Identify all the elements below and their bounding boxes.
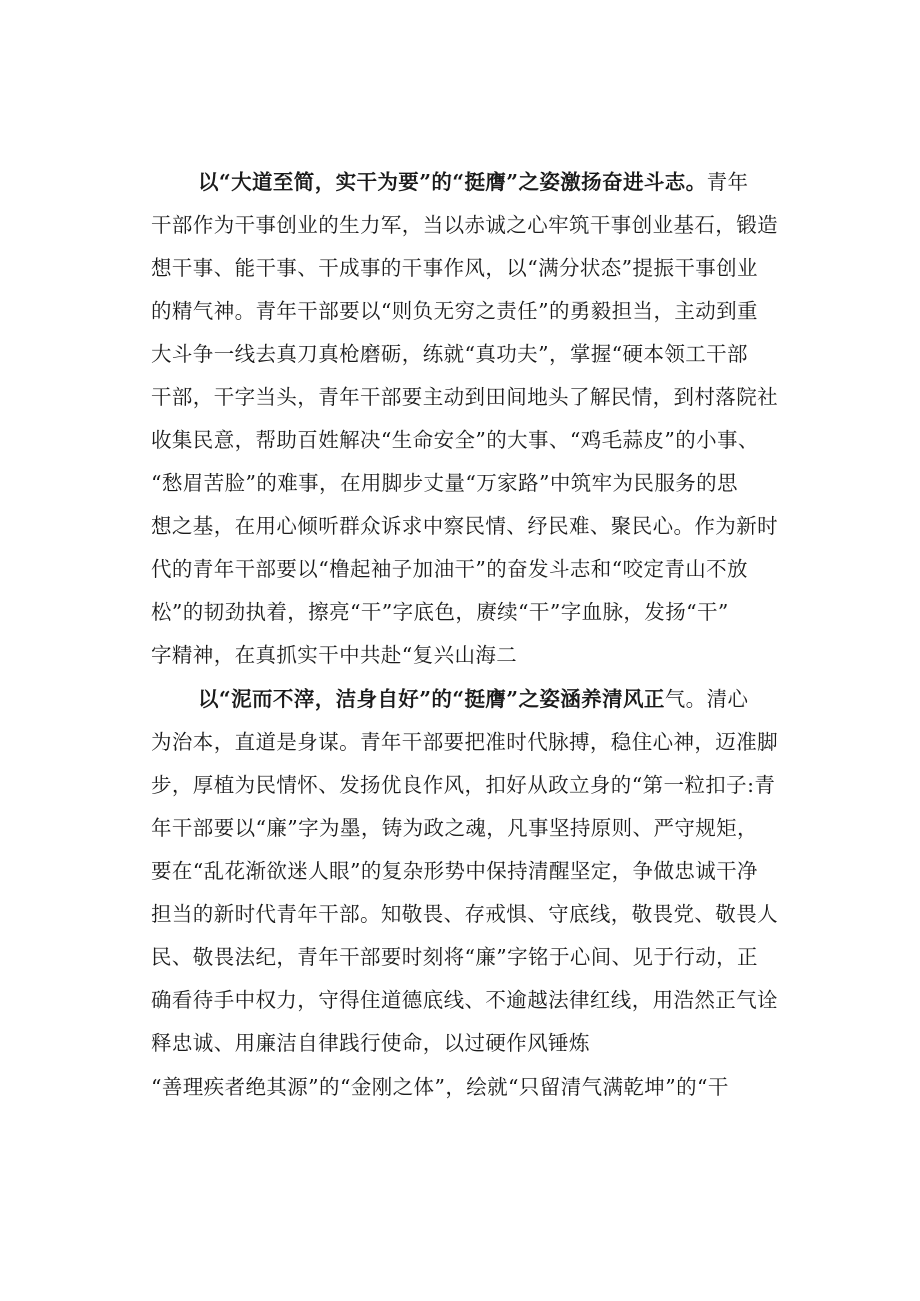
text-line [0, 162, 920, 202]
line-text: 想之基，在用心倾听群众诉求中察民情、纾民难、聚民心。作为新时 [151, 514, 778, 538]
paragraph-heading: 以“大道至简，实干为要”的“挺膺”之姿激扬奋进斗志。 [198, 170, 707, 194]
line-text: 青年 [706, 170, 749, 194]
line-text: 想干事、能干事、干成事的干事作风，以“满分状态”提振干事创业 [151, 256, 758, 280]
line-text: 民、敬畏法纪，青年干部要时刻将“廉”字铭于心间、见于行动，正 [151, 945, 758, 969]
line-text: 大斗争一线去真刀真枪磨砺，练就“真功夫”，掌握“硬本领工干部 [151, 342, 748, 366]
line-text: 松”的韧劲执着，擦亮“干”字底色，赓续“干”字血脉，发扬“干” [151, 600, 729, 624]
line-text: 步，厚植为民情怀、发扬优良作风，扣好从政立身的“第一粒扣子:青 [151, 773, 776, 797]
line-text: 释忠诚、用廉洁自律践行使命，以过硬作风锤炼 [151, 1031, 590, 1055]
line-text: “善理疾者绝其源”的“金刚之体”，绘就“只留清气满乾坤”的“干 [151, 1075, 729, 1099]
text-line [0, 205, 920, 245]
paragraph-heading: 以“泥而不滓，洁身自好”的“挺膺”之姿涵养清风正 [198, 687, 665, 711]
text-line [0, 894, 920, 934]
text-line [0, 851, 920, 891]
text-line [0, 506, 920, 546]
text-line [0, 765, 920, 805]
text-line [0, 635, 920, 675]
line-text: “愁眉苦脸”的难事，在用脚步丈量“万家路”中筑牢为民服务的思 [151, 471, 738, 495]
text-line [0, 1067, 920, 1107]
line-text: 气。清心 [664, 687, 749, 711]
text-line [0, 980, 920, 1020]
text-line [0, 420, 920, 460]
line-text: 担当的新时代青年干部。知敬畏、存戒惧、守底线，敬畏党、敬畏人 [151, 902, 778, 926]
text-line [0, 291, 920, 331]
line-text: 为治本，直道是身谋。青年干部要把准时代脉搏，稳住心神，迈准脚 [151, 730, 778, 754]
text-line [0, 248, 920, 288]
line-text: 年干部要以“廉”字为墨，铸为政之魂，凡事坚持原则、严守规矩， [151, 816, 758, 840]
text-line [0, 592, 920, 632]
line-text: 确看待手中权力，守得住道德底线、不逾越法律红线，用浩然正气诠 [151, 988, 778, 1012]
line-text: 代的青年干部要以“橹起袖子加油干”的奋发斗志和“咬定青山不放 [151, 557, 748, 581]
text-line [0, 1023, 920, 1063]
text-line [0, 463, 920, 503]
line-text: 收集民意，帮助百姓解决“生命安全”的大事、“鸡毛蒜皮”的小事、 [151, 428, 759, 452]
line-text: 干部作为干事创业的生力军，当以赤诚之心牢筑干事创业基石，锻造 [151, 213, 778, 237]
line-text: 的精气神。青年干部要以“则负无穷之责任”的勇毅担当，主动到重 [151, 299, 758, 323]
line-text: 字精神，在真抓实干中共赴“复兴山海二 [151, 643, 518, 667]
text-line [0, 679, 920, 719]
text-line [0, 722, 920, 762]
text-line [0, 808, 920, 848]
text-line [0, 377, 920, 417]
line-text: 干部，干字当头，青年干部要主动到田间地头了解民情，到村落院社 [151, 385, 778, 409]
text-line [0, 549, 920, 589]
text-line [0, 937, 920, 977]
text-line [0, 334, 920, 374]
line-text: 要在“乱花渐欲迷人眼”的复杂形势中保持清醒坚定，争做忠诚干净 [151, 859, 758, 883]
